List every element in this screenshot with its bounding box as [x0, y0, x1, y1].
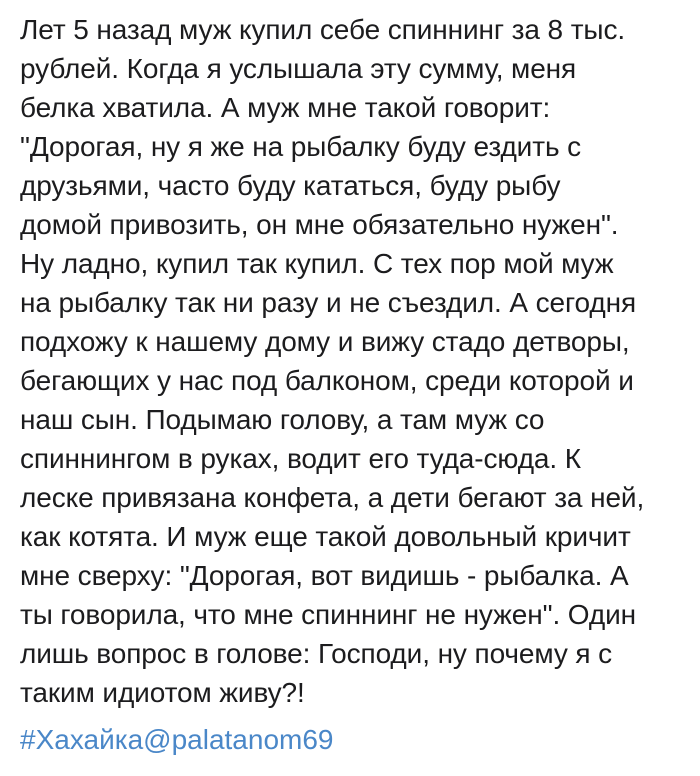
post-text-line: рублей. Когда я услышала эту сумму, меня [20, 53, 577, 84]
post-text-line: друзьями, часто буду кататься, буду рыбу [20, 170, 561, 201]
post-text-line: спиннингом в руках, водит его туда-сюда. К [20, 443, 581, 474]
post-text [20, 10, 684, 712]
hashtag-link[interactable]: #Хахайка@palatanom69 [20, 724, 334, 755]
post-text-line: бегающих у нас под балконом, среди которой и [20, 365, 634, 396]
post-content [20, 10, 684, 712]
post-text-line: "Дорогая, ну я же на рыбалку буду ездить с [20, 131, 582, 162]
post-text-line: таким идиотом живу?! [20, 677, 305, 708]
post-text-line: леске привязана конфета, а дети бегают за ней, [20, 482, 645, 513]
post-text-line: на рыбалку так ни разу и не съездил. А сегодня [20, 287, 637, 318]
post-text-line: ты говорила, что мне спиннинг не нужен". Один [20, 599, 637, 630]
post-text-line: подхожу к нашему дому и вижу стадо детворы, [20, 326, 630, 357]
post-text-line: как котята. И муж еще такой довольный кричит [20, 521, 631, 552]
post-text-line: наш сын. Подымаю голову, а там муж со [20, 404, 545, 435]
post-text-line: мне сверху: "Дорогая, вот видишь - рыбалка. А [20, 560, 629, 591]
post-text-line: Ну ладно, купил так купил. С тех пор мой муж [20, 248, 614, 279]
post-text-line: лишь вопрос в голове: Господи, ну почему я с [20, 638, 613, 669]
post-text-line: Лет 5 назад муж купил себе спиннинг за 8 тыс. [20, 14, 626, 45]
post-text-line: домой привозить, он мне обязательно нужен". [20, 209, 619, 240]
post-text-line: белка хватила. А муж мне такой говорит: [20, 92, 551, 123]
